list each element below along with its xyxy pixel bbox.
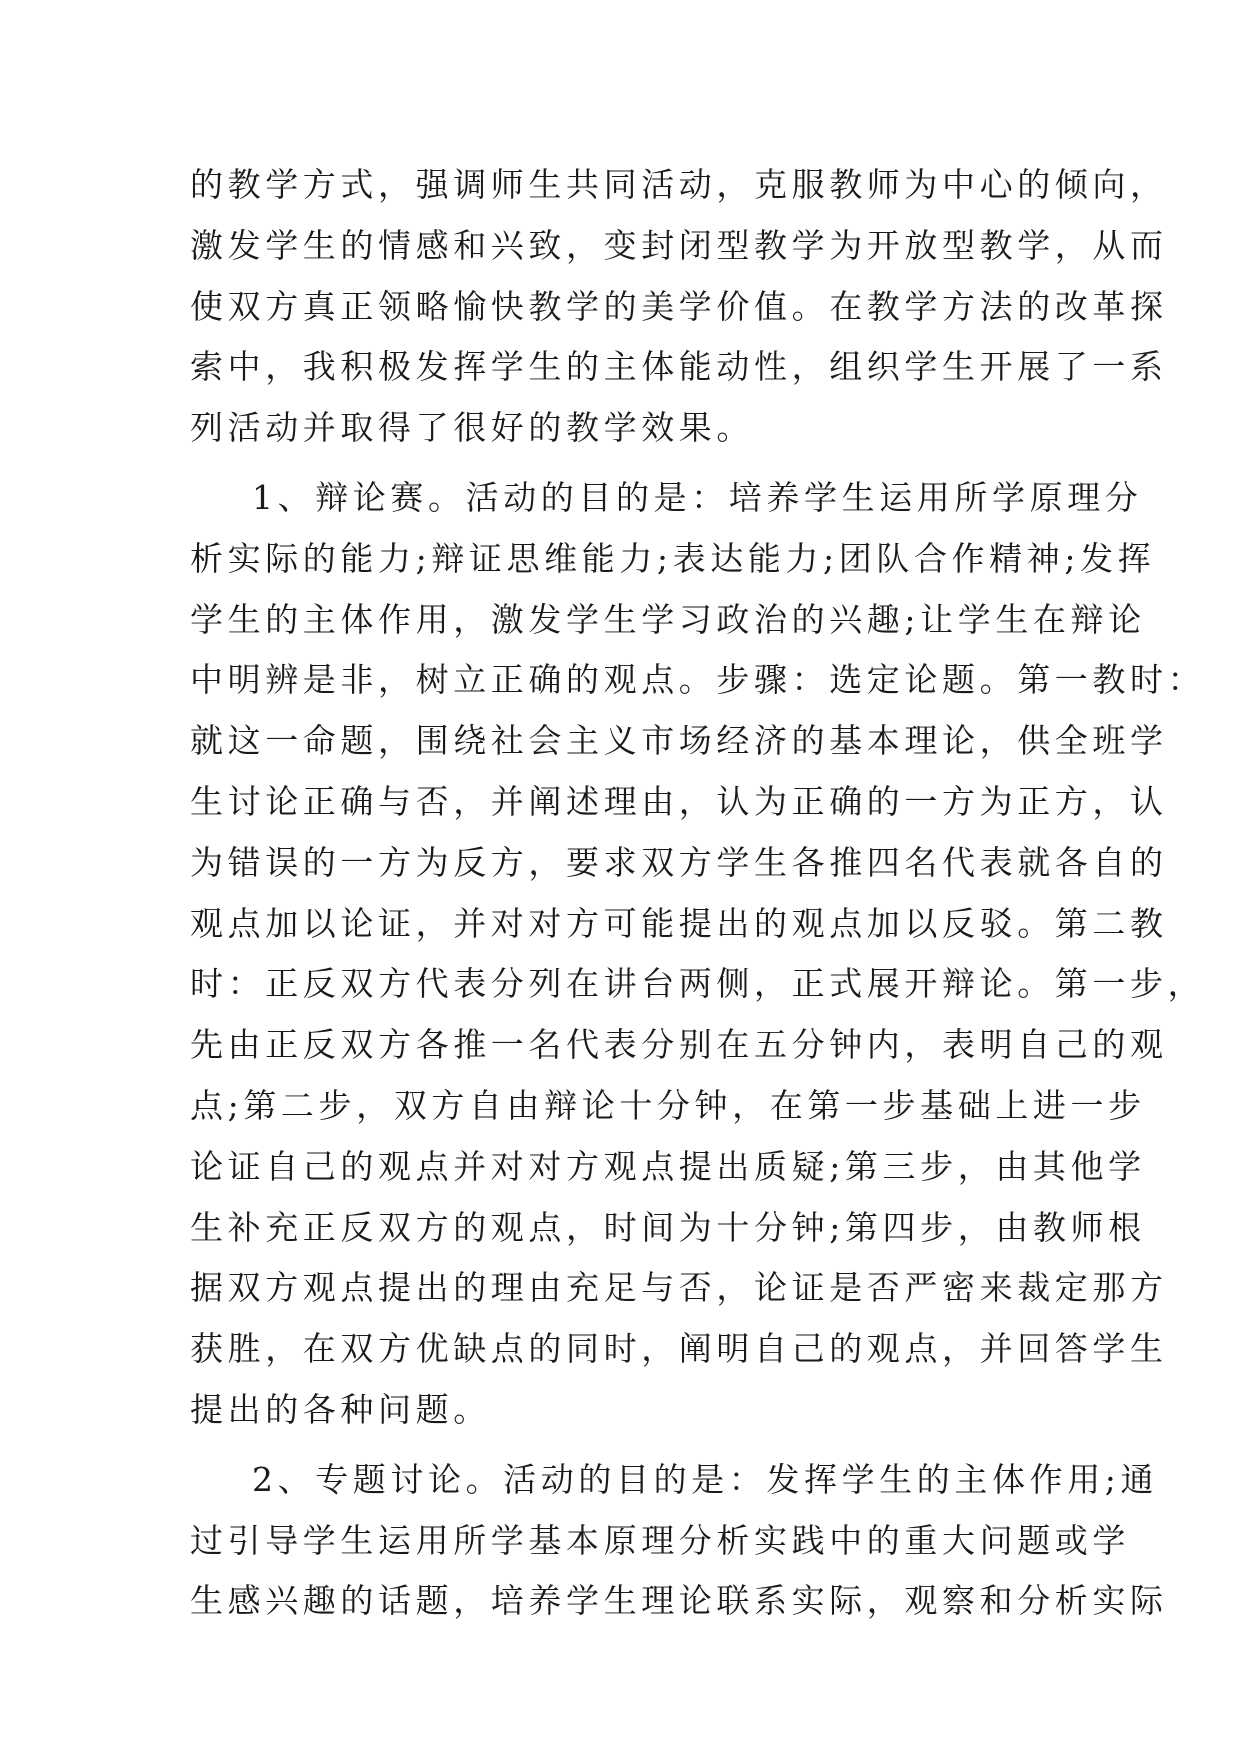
text-line: 据双方观点提出的理由充足与否，论证是否严密来裁定那方 (190, 1268, 1168, 1308)
text-line: 列活动并取得了很好的教学效果。 (190, 408, 754, 448)
paragraph-2 (190, 468, 1206, 1441)
text-line: 学生的主体作用，激发学生学习政治的兴趣;让学生在辩论 (190, 599, 1146, 639)
text-line: 时：正反双方代表分列在讲台两侧，正式展开辩论。第一步， (190, 964, 1206, 1004)
text-line: 中明辨是非，树立正确的观点。步骤：选定论题。第一教时： (190, 660, 1206, 700)
paragraph-3 (190, 1450, 1168, 1632)
text-line: 生讨论正确与否，并阐述理由，认为正确的一方为正方，认 (190, 781, 1168, 821)
text-line: 获胜，在双方优缺点的同时，阐明自己的观点，并回答学生 (190, 1329, 1168, 1369)
text-line: 2、专题讨论。活动的目的是：发挥学生的主体作用;通 (252, 1459, 1159, 1499)
text-line: 使双方真正领略愉快教学的美学价值。在教学方法的改革探 (190, 286, 1168, 326)
text-line: 先由正反双方各推一名代表分别在五分钟内，表明自己的观 (190, 1025, 1168, 1065)
text-line: 1、辩论赛。活动的目的是：培养学生运用所学原理分 (252, 477, 1143, 517)
text-line: 观点加以论证，并对对方可能提出的观点加以反驳。第二教 (190, 903, 1168, 943)
text-line: 提出的各种问题。 (190, 1389, 491, 1429)
text-line: 索中，我积极发挥学生的主体能动性，组织学生开展了一系 (190, 347, 1168, 387)
text-line: 析实际的能力;辩证思维能力;表达能力;团队合作精神;发挥 (190, 538, 1156, 578)
text-line: 论证自己的观点并对对方观点提出质疑;第三步，由其他学 (190, 1146, 1146, 1186)
document-body (190, 155, 1206, 1632)
text-line: 激发学生的情感和兴致，变封闭型教学为开放型教学，从而 (190, 225, 1168, 265)
text-line: 过引导学生运用所学基本原理分析实践中的重大问题或学 (190, 1520, 1130, 1560)
paragraph-spacer (190, 1441, 1070, 1450)
text-line: 生补充正反双方的观点，时间为十分钟;第四步，由教师根 (190, 1207, 1146, 1247)
text-line: 生感兴趣的话题，培养学生理论联系实际，观察和分析实际 (190, 1581, 1168, 1621)
text-line: 点;第二步，双方自由辩论十分钟，在第一步基础上进一步 (190, 1085, 1146, 1125)
paragraph-1 (190, 155, 1168, 459)
text-line: 就这一命题，围绕社会主义市场经济的基本理论，供全班学 (190, 721, 1168, 761)
paragraph-spacer (190, 459, 1070, 468)
text-line: 为错误的一方为反方，要求双方学生各推四名代表就各自的 (190, 842, 1168, 882)
text-line: 的教学方式，强调师生共同活动，克服教师为中心的倾向， (190, 165, 1168, 204)
